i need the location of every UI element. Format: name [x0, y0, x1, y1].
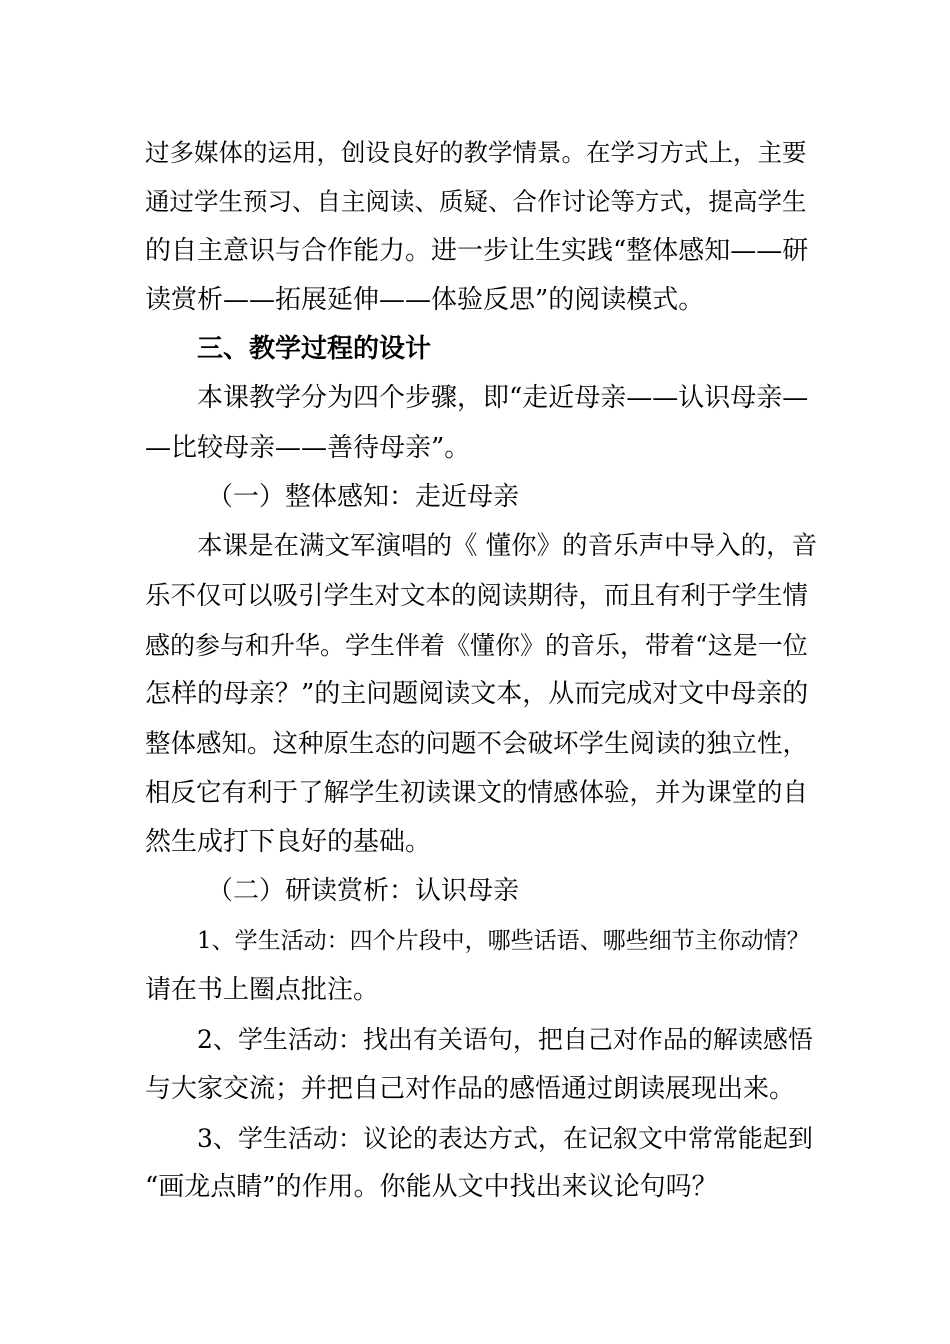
text-line: 整体感知。这种原生态的问题不会破坏学生阅读的独立性，	[145, 728, 809, 759]
subsection-heading: （一）整体感知：走近母亲	[207, 482, 520, 513]
text-line: 通过学生预习、自主阅读、质疑、合作讨论等方式，提高学生	[145, 187, 807, 217]
text-line: 请在书上圈点批注。	[145, 975, 380, 1006]
text-line: 与大家交流；并把自己对作品的感悟通过朗读展现出来。	[145, 1073, 796, 1104]
document-page	[145, 128, 818, 1213]
text-line: 乐不仅可以吸引学生对文本的阅读期待，而且有利于学生情	[145, 580, 809, 611]
text-line: 相反它有利于了解学生初读课文的情感体验，并为课堂的自	[145, 777, 809, 808]
text-line: 然生成打下良好的基础。	[145, 827, 432, 858]
text-line: 2、学生活动：找出有关语句，把自己对作品的解读感悟	[197, 1025, 813, 1055]
text-line: 读赏析——拓展延伸——体验反思”的阅读模式。	[145, 284, 705, 315]
text-line: 怎样的母亲？”的主问题阅读文本，从而完成对文中母亲的	[145, 679, 809, 710]
text-line: 本课教学分为四个步骤，即“走近母亲——认识母亲—	[197, 383, 809, 414]
text-line: 3、学生活动：议论的表达方式，在记叙文中常常能起到	[197, 1123, 813, 1153]
text-line: —比较母亲——善待母亲”。	[145, 432, 471, 463]
subsection-heading: （二）研读赏析：认识母亲	[207, 876, 520, 907]
text-line: 过多媒体的运用，创设良好的教学情景。在学习方式上，主要	[145, 138, 807, 167]
text-line: 本课是在满文军演唱的《 懂你》的音乐声中导入的，音	[197, 531, 818, 562]
section-heading: 三、教学过程的设计	[197, 334, 432, 365]
text-line: 1、学生活动：四个片段中，哪些话语、哪些细节主你动情？	[197, 927, 810, 954]
text-line: 的自主意识与合作能力。进一步让生实践“整体感知——研	[145, 235, 809, 266]
text-line: “画龙点睛”的作用。你能从文中找出来议论句吗？	[145, 1172, 718, 1203]
text-line: 感的参与和升华。学生伴着《懂你》的音乐，带着“这是一位	[145, 630, 808, 660]
